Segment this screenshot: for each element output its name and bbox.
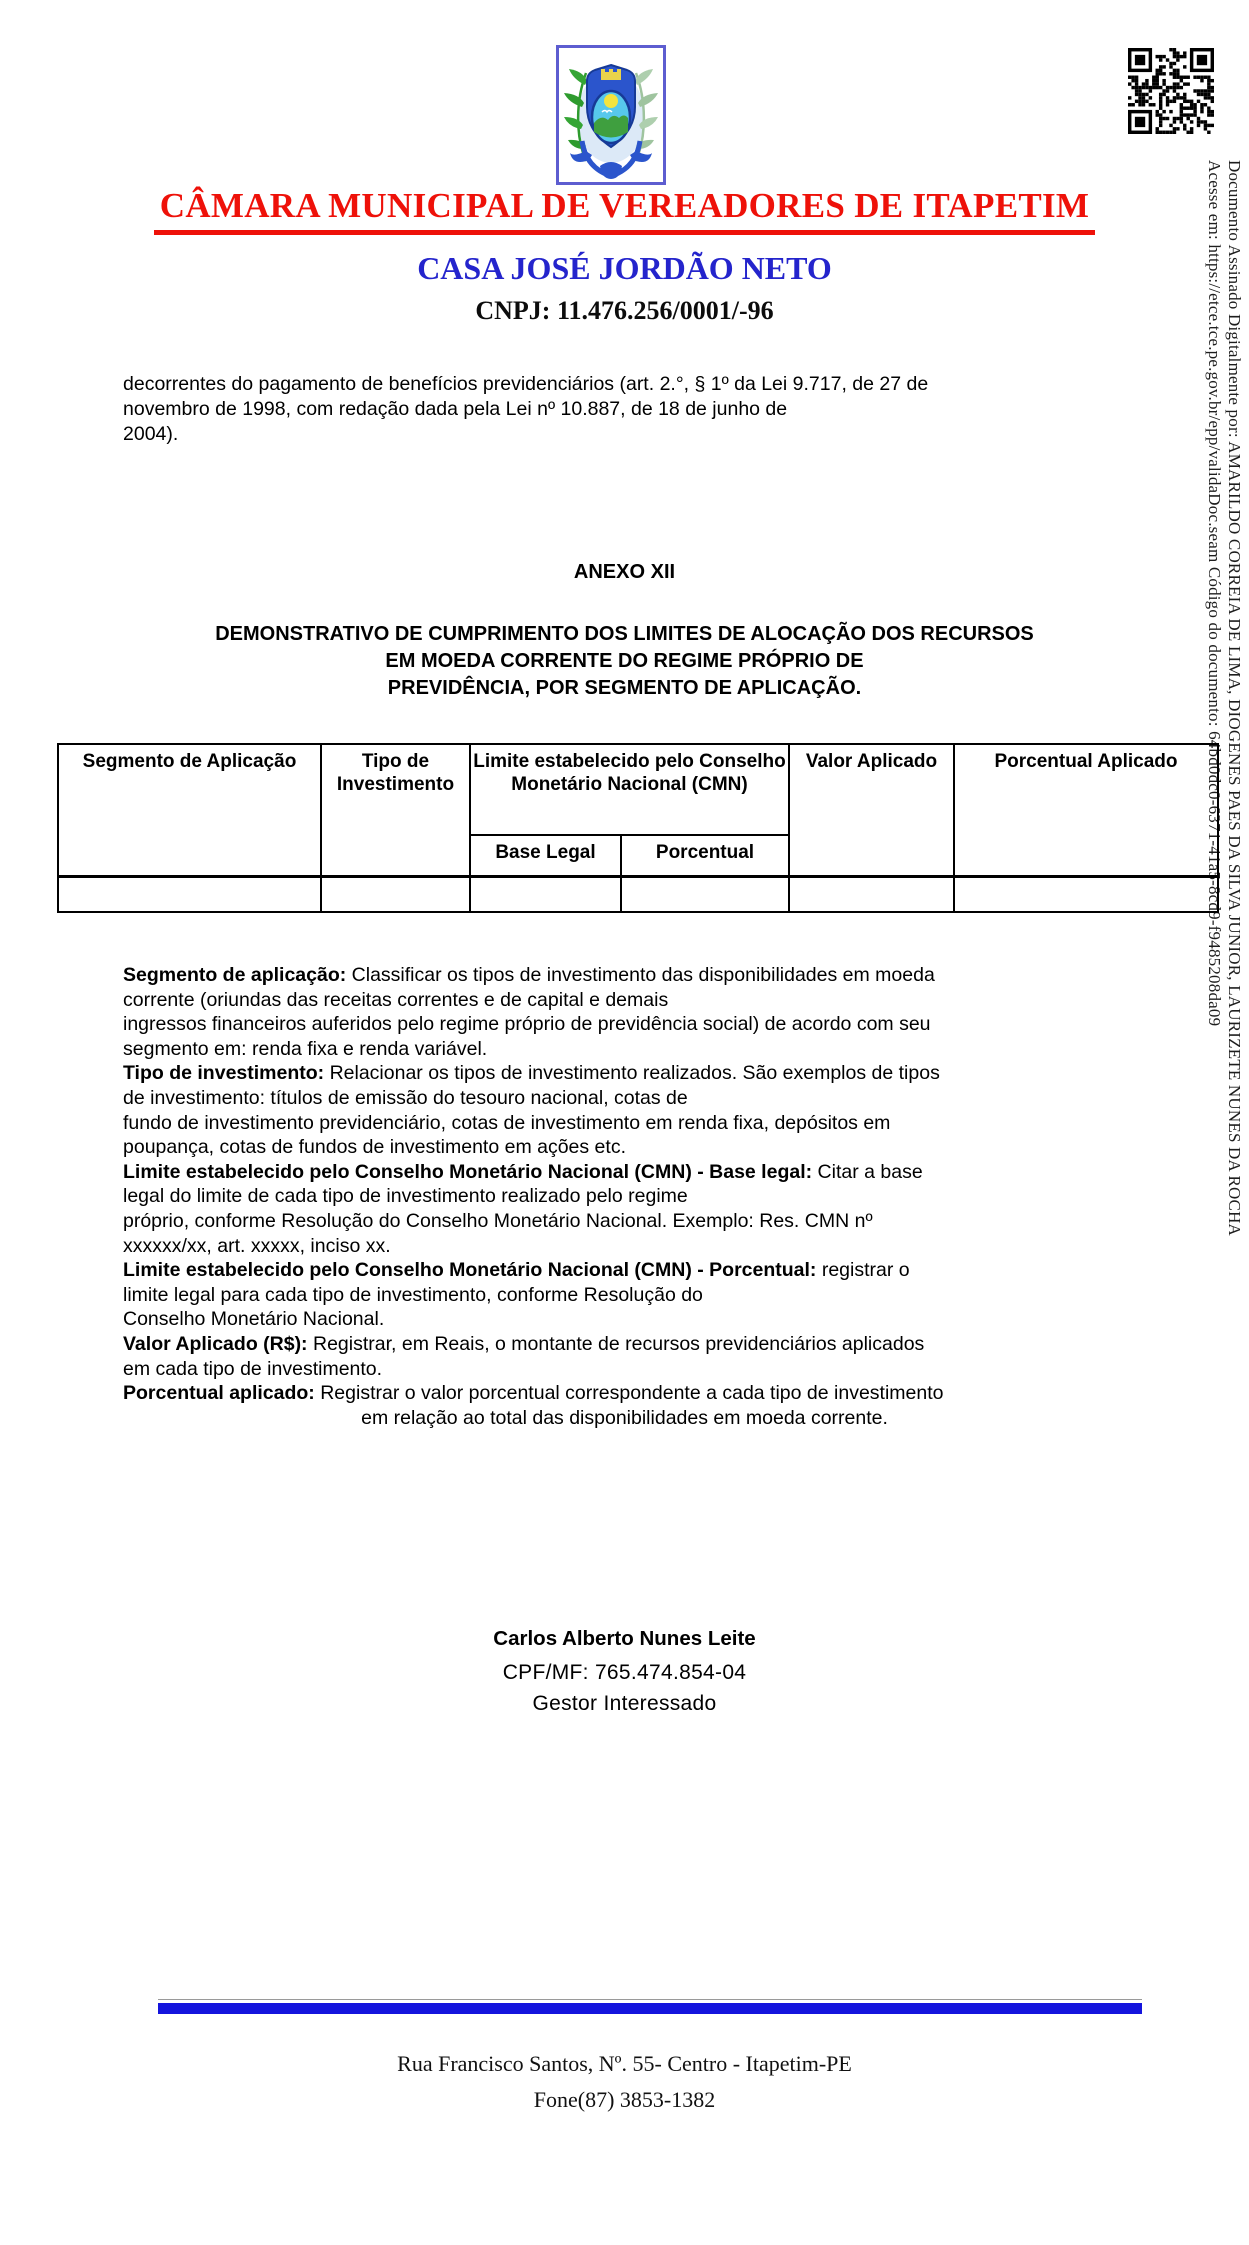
intro-line: decorrentes do pagamento de benefícios previdenciários (art. 2.°, § 1º da Lei 9.717, de 27 de	[123, 373, 929, 395]
footer-address-block	[0, 2046, 1249, 2118]
page-subtitle: CASA JOSÉ JORDÃO NETO	[417, 250, 832, 286]
field-explanations	[123, 963, 1126, 1430]
explanation-line: Conselho Monetário Nacional.	[123, 1308, 385, 1331]
explanation-line: legal do limite de cada tipo de investimento realizado pelo regime	[123, 1185, 688, 1208]
table-cell	[621, 877, 789, 913]
footer-phone: Fone(87) 3853-1382	[533, 2087, 716, 2112]
explanation-line: de investimento: títulos de emissão do tesouro nacional, cotas de	[123, 1086, 688, 1109]
explanation-line: fundo de investimento previdenciário, cotas de investimento em renda fixa, depósitos em	[123, 1111, 891, 1134]
cnpj-line: CNPJ: 11.476.256/0001/-96	[475, 296, 774, 325]
explanation-line: em relação ao total das disponibilidades em moeda corrente.	[361, 1406, 888, 1429]
annex-heading-line: EM MOEDA CORRENTE DO REGIME PRÓPRIO DE	[385, 650, 864, 672]
explanation-line: ingressos financeiros auferidos pelo regime próprio de previdência social) de acordo com seu	[123, 1013, 931, 1036]
table-row	[58, 877, 1218, 913]
stamp-validation-line: Acesse em: https://etce.tce.pe.gov.br/epp/validaDoc.seam Código do documento: 64bd0dc0-6371-41a5-8cd9-f9485208da09	[1205, 160, 1225, 1027]
explanation-line: Limite estabelecido pelo Conselho Monetário Nacional (CMN) - Base legal: Citar a base	[123, 1160, 923, 1183]
signatory-role: Gestor Interessado	[532, 1692, 717, 1715]
col-header-valor: Valor Aplicado	[789, 744, 954, 877]
col-header-porcentual: Porcentual	[621, 835, 789, 877]
table-cell	[470, 877, 621, 913]
footer-blue-bar	[158, 2003, 1142, 2014]
explanation-line: poupança, cotas de fundos de investimento em ações etc.	[123, 1136, 626, 1159]
qr-code-icon	[1128, 48, 1214, 134]
explanation-line: xxxxxx/xx, art. xxxxx, inciso xx.	[123, 1234, 391, 1257]
signature-block	[0, 1627, 1249, 1716]
table-cell	[321, 877, 470, 913]
header	[0, 186, 1249, 235]
col-header-tipo: Tipo de Investimento	[321, 744, 470, 877]
explanation-line: Porcentual aplicado: Registrar o valor porcentual correspondente a cada tipo de investimento	[123, 1382, 944, 1405]
explanation-line: Tipo de investimento: Relacionar os tipos de investimento realizados. São exemplos de tipos	[123, 1062, 940, 1085]
annex-heading-line: PREVIDÊNCIA, POR SEGMENTO DE APLICAÇÃO.	[387, 677, 862, 699]
explanation-line: corrente (oriundas das receitas correntes e de capital e demais	[123, 988, 669, 1011]
table-cell	[58, 877, 321, 913]
col-header-segmento: Segmento de Aplicação	[58, 744, 321, 877]
footer-address: Rua Francisco Santos, Nº. 55- Centro - Itapetim-PE	[397, 2051, 852, 2076]
intro-paragraph	[123, 372, 928, 447]
annex-title: ANEXO XII	[573, 561, 676, 583]
municipal-crest-logo	[556, 45, 666, 185]
annex-heading	[0, 621, 1249, 702]
annex-heading-line: DEMONSTRATIVO DE CUMPRIMENTO DOS LIMITES DE ALOCAÇÃO DOS RECURSOS	[215, 623, 1034, 645]
explanation-line: Segmento de aplicação: Classificar os tipos de investimento das disponibilidades em moeda	[123, 964, 935, 986]
explanation-line: próprio, conforme Resolução do Conselho Monetário Nacional. Exemplo: Res. CMN nº	[123, 1209, 873, 1232]
crest-graphic	[556, 45, 666, 185]
signatory-cpf: CPF/MF: 765.474.854-04	[502, 1661, 747, 1684]
col-header-porcentual-aplicado: Porcentual Aplicado	[954, 744, 1218, 877]
explanation-line: Limite estabelecido pelo Conselho Monetário Nacional (CMN) - Porcentual: registrar o	[123, 1259, 910, 1282]
table-cell	[954, 877, 1218, 913]
page-title: CÂMARA MUNICIPAL DE VEREADORES DE ITAPETIM	[154, 186, 1096, 235]
signatory-name: Carlos Alberto Nunes Leite	[493, 1627, 756, 1650]
stamp-signers-line: Documento Assinado Digitalmente por: AMARILDO CORREIA DE LIMA, DIOGENES PAES DA SILVA JUNIOR, LAURIZETE NUNES DA ROCHA	[1225, 160, 1244, 1237]
explanation-line: segmento em: renda fixa e renda variável.	[123, 1037, 488, 1060]
intro-line: novembro de 1998, com redação dada pela Lei nº 10.887, de 18 de junho de	[123, 398, 788, 420]
explanation-line: limite legal para cada tipo de investimento, conforme Resolução do	[123, 1283, 703, 1306]
col-header-base-legal: Base Legal	[470, 835, 621, 877]
intro-line: 2004).	[123, 423, 179, 445]
table-cell	[789, 877, 954, 913]
explanation-line: Valor Aplicado (R$): Registrar, em Reais, o montante de recursos previdenciários aplicados	[123, 1332, 925, 1355]
allocation-limits-table	[57, 743, 1219, 913]
footer-hairline-divider	[158, 1999, 1142, 2000]
col-header-cmn: Limite estabelecido pelo Conselho Monetário Nacional (CMN)	[470, 744, 789, 835]
explanation-line: em cada tipo de investimento.	[123, 1357, 383, 1380]
